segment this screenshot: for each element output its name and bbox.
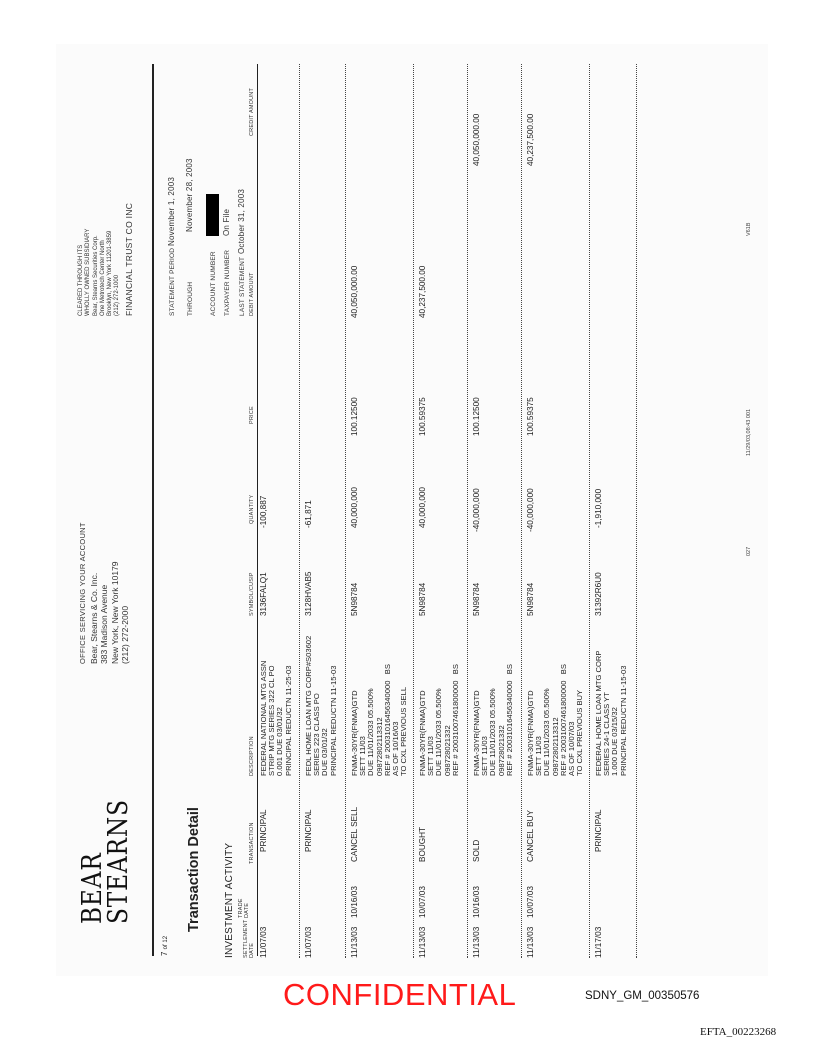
clearing-line-1: CLEARED THROUGH ITS xyxy=(78,244,84,316)
taxpayer-number-label: TAXPAYER NUMBER xyxy=(224,249,231,316)
credit-amount: 40,050,000.00 xyxy=(472,113,481,166)
settlement-date: 11/13/03 xyxy=(472,926,481,958)
price: 100.12500 xyxy=(472,397,481,436)
row-divider xyxy=(589,64,590,958)
col-header-symbol: SYMBOL/CUSIP xyxy=(249,572,255,616)
office-street: 383 Madison Avenue xyxy=(99,584,109,664)
servicing-office-block xyxy=(78,522,131,664)
price: 100.12500 xyxy=(350,397,359,436)
col-header-debit: DEBIT AMOUNT xyxy=(249,272,255,316)
client-name: FINANCIAL TRUST CO INC xyxy=(123,202,134,316)
account-number xyxy=(210,251,217,316)
trade-date: 10/16/03 xyxy=(472,886,481,918)
debit-amount: 40,050,000.00 xyxy=(350,265,359,318)
col-header-quantity: QUANTITY xyxy=(249,494,255,524)
row-divider xyxy=(299,64,300,958)
col-header-description: DESCRIPTION xyxy=(249,736,255,776)
settlement-date: 11/13/03 xyxy=(418,926,427,958)
redaction-box xyxy=(206,194,219,236)
statement-through-value: November 28, 2003 xyxy=(185,158,194,232)
col-header-settlement-1: SETTLEMENT xyxy=(243,919,249,958)
footer-code-3: V61B xyxy=(746,222,752,236)
transaction-type: BOUGHT xyxy=(418,826,427,862)
last-statement-value: October 31, 2003 xyxy=(237,188,246,254)
col-header-settlement-2: DATE xyxy=(249,942,255,958)
transaction-description: FNMA-30YR(FNMA)GTD SETT 11/03 DUE 11/01/2033 05.500% 09872802113312 REF # 20031016456340000 BS AS OF 10/16/03 TO CXL PREVIOUS SELL xyxy=(350,664,409,776)
quantity: 40,000,000 xyxy=(418,487,427,528)
bates-number: SDNY_GM_00350576 xyxy=(585,990,700,1002)
quantity: -61,871 xyxy=(304,500,313,528)
transaction-type: CANCEL BUY xyxy=(526,809,535,862)
logo-line-1: BEAR xyxy=(77,852,108,924)
footer-code-1: 027 xyxy=(746,546,752,556)
quantity: -100,887 xyxy=(259,495,268,528)
logo-line-2: STEARNS xyxy=(103,799,134,924)
col-header-credit: CREDIT AMOUNT xyxy=(249,87,255,136)
settlement-date: 11/07/03 xyxy=(259,926,268,958)
taxpayer-number-value: On File xyxy=(222,208,231,236)
page-number xyxy=(160,936,169,956)
rotated-statement xyxy=(56,44,768,976)
clearing-line-6: (212) 272-1000 xyxy=(114,274,121,316)
col-header-trade xyxy=(238,898,250,918)
quantity: -40,000,000 xyxy=(472,488,481,532)
col-header-trade-2: DATE xyxy=(244,902,250,918)
transaction-type: CANCEL SELL xyxy=(350,806,359,862)
last-statement-label: LAST STATEMENT xyxy=(239,256,246,316)
row-divider xyxy=(467,64,468,958)
settlement-date: 11/13/03 xyxy=(526,926,535,958)
statement-period-label: STATEMENT PERIOD xyxy=(169,247,176,316)
symbol-cusip: 5N98784 xyxy=(418,582,427,616)
symbol-cusip: 3128HVAB5 xyxy=(304,571,313,616)
quantity: 40,000,000 xyxy=(350,487,359,528)
transaction-description: FEDL HOME LOAN MTG CORP#S03602 SERIES 223 CLASS PO DUE 03/01/32 PRINCIPAL REDUCTN 11-15-03 xyxy=(304,635,338,776)
symbol-cusip: 5N98784 xyxy=(350,582,359,616)
page-number-value: 7 xyxy=(160,951,169,956)
office-city: New York, New York 10179 xyxy=(109,561,120,664)
page-title: Transaction Detail xyxy=(186,807,202,932)
transaction-type: SOLD xyxy=(472,839,481,862)
footer-code-2: 11/29/03,08:43 001 xyxy=(746,409,752,456)
settlement-date: 11/17/03 xyxy=(594,926,603,958)
scanned-statement-page xyxy=(56,44,768,976)
clearing-line-4: One Metrotech Center North xyxy=(99,240,106,316)
office-heading: OFFICE SERVICING YOUR ACCOUNT xyxy=(78,522,87,664)
clearing-line-2: WHOLLY OWNED SUBSIDIARY xyxy=(85,228,92,316)
row-divider xyxy=(345,64,346,958)
quantity: -1,910,000 xyxy=(594,488,603,528)
statement-through-label: THROUGH xyxy=(187,281,194,316)
trade-date: 10/07/03 xyxy=(418,886,427,918)
settlement-date: 11/07/03 xyxy=(304,926,313,958)
transaction-description: FNMA-30YR(FNMA)GTD SETT 11/03 DUE 11/01/2033 05.500% 09872802113312 REF # 20031007461800000 BS AS OF 10/07/03 TO CXL PREVIOUS BUY xyxy=(526,664,585,776)
confidential-stamp: CONFIDENTIAL xyxy=(283,977,517,1012)
section-heading: INVESTMENT ACTIVITY xyxy=(224,842,235,958)
trade-date: 10/16/03 xyxy=(350,886,359,918)
statement-period-value: November 1, 2003 xyxy=(167,176,176,246)
account-number-label: ACCOUNT NUMBER xyxy=(210,251,217,316)
col-header-settlement xyxy=(243,920,255,958)
transaction-type: PRINCIPAL xyxy=(259,809,268,852)
row-divider xyxy=(636,64,637,958)
table-header-rule xyxy=(257,64,258,956)
transaction-description: FEDERAL HOME LOAN MTG CORP SERIES 24-1 CLASS YT 1.000 DUE 03/15/32 PRINCIPAL REDUCTN 11-15-03 xyxy=(594,650,628,776)
page-of-label: of 12 xyxy=(163,935,169,950)
clearing-line-5: Brooklyn, New York 11201-3859 xyxy=(107,230,114,316)
transaction-description: FEDERAL NATIONAL MTG ASSN STRIP MTG SERIES 322 CL PO 0.001 DUE 03/01/32 PRINCIPAL REDUCTN 11-25-03 xyxy=(259,660,293,776)
symbol-cusip: 31392R6U0 xyxy=(594,572,603,616)
row-divider xyxy=(521,64,522,958)
col-header-price: PRICE xyxy=(249,406,255,424)
col-header-transaction: TRANSACTION xyxy=(249,822,255,864)
symbol-cusip: 5N98784 xyxy=(472,582,481,616)
transaction-description: FNMA-30YR(FNMA)GTD SETT 11/03 DUE 11/01/2033 05.500% 098728021332 REF # 20031016456340000 BS xyxy=(472,664,514,776)
quantity: -40,000,000 xyxy=(526,488,535,532)
bear-stearns-logo xyxy=(77,799,134,924)
taxpayer-number xyxy=(222,208,231,316)
symbol-cusip: 5N98784 xyxy=(526,582,535,616)
trade-date: 10/07/03 xyxy=(526,886,535,918)
header-rule xyxy=(152,64,154,956)
transaction-type: PRINCIPAL xyxy=(304,809,313,852)
debit-amount: 40,237,500.00 xyxy=(418,265,427,318)
statement-period xyxy=(167,176,176,316)
settlement-date: 11/13/03 xyxy=(350,926,359,958)
row-divider xyxy=(413,64,414,958)
price: 100.59375 xyxy=(526,397,535,436)
credit-amount: 40,237,500.00 xyxy=(526,113,535,166)
efta-number: EFTA_00223268 xyxy=(700,1026,777,1038)
office-phone: (212) 272-2000 xyxy=(120,605,130,664)
statement-through xyxy=(185,158,194,316)
col-header-trade-1: TRADE xyxy=(238,898,244,918)
office-name: Bear, Stearns & Co. Inc. xyxy=(88,572,99,664)
transaction-type: PRINCIPAL xyxy=(594,809,603,852)
price: 100.59375 xyxy=(418,397,427,436)
clearing-firm-block xyxy=(78,203,136,316)
last-statement xyxy=(237,188,246,316)
clearing-line-3: Bear, Stearns Securities Corp. xyxy=(92,235,99,316)
transaction-description: FNMA-30YR(FNMA)GTD SETT 11/03 DUE 11/01/2033 05.500% 098728021332 REF # 20031007461800000 BS xyxy=(418,664,460,776)
symbol-cusip: 3136FALQ1 xyxy=(259,572,268,616)
